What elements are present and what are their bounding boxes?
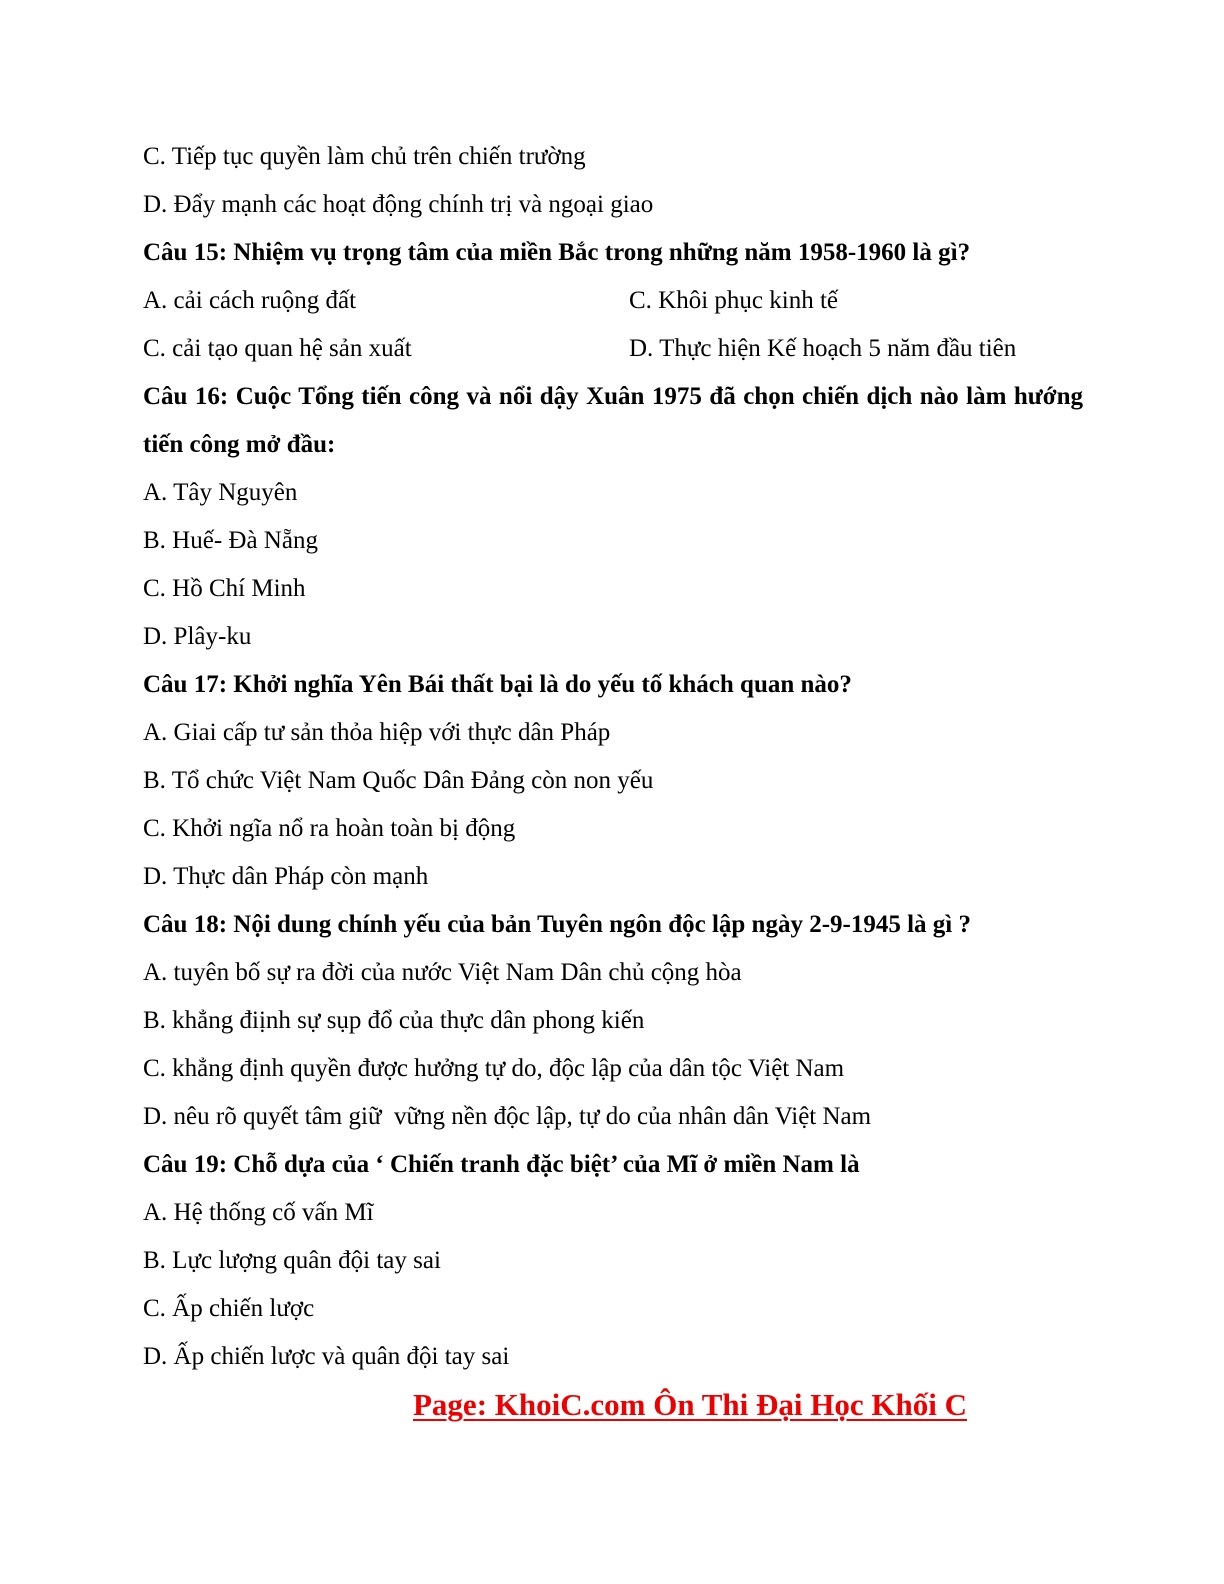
option-d: D. Thực dân Pháp còn mạnh (143, 863, 429, 890)
option-d: D. Thực hiện Kế hoạch 5 năm đầu tiên (629, 335, 1017, 362)
option-a: A. Tây Nguyên (143, 479, 298, 506)
question-16-title: Câu 16: Cuộc Tổng tiến công và nổi dậy Xuân 1975 đã chọn chiến dịch nào làm hướng tiến công mở đầu: (143, 383, 1083, 458)
option-c: C. Hồ Chí Minh (143, 575, 306, 602)
question-19-title: Câu 19: Chỗ dựa của ‘ Chiến tranh đặc biệt’ của Mĩ ở miền Nam là (143, 1151, 860, 1178)
option-d: D. Plây-ku (143, 623, 252, 650)
option-b: B. Tổ chức Việt Nam Quốc Dân Đảng còn non yếu (143, 767, 654, 794)
option-c: C. Ấp chiến lược (143, 1295, 315, 1322)
footer-link[interactable]: Page: KhoiC.com Ôn Thi Đại Học Khối C (413, 1387, 968, 1422)
document-page (143, 133, 1083, 1381)
question-17-title: Câu 17: Khởi nghĩa Yên Bái thất bại là do yếu tố khách quan nào? (143, 671, 852, 698)
option-c: C. khẳng định quyền được hưởng tự do, độc lập của dân tộc Việt Nam (143, 1055, 845, 1082)
option-a: A. Giai cấp tư sản thỏa hiệp với thực dân Pháp (143, 719, 611, 746)
question-15-options-row-1 (143, 277, 1083, 325)
option-d: D. Đẩy mạnh các hoạt động chính trị và ngoại giao (143, 191, 654, 218)
question-18-title: Câu 18: Nội dung chính yếu của bản Tuyên ngôn độc lập ngày 2-9-1945 là gì ? (143, 911, 971, 938)
question-15-options-row-2 (143, 325, 1083, 373)
option-c: C. Tiếp tục quyền làm chủ trên chiến trường (143, 143, 586, 170)
option-a: A. cải cách ruộng đất (143, 287, 357, 314)
option-d: D. nêu rõ quyết tâm giữ vững nền độc lập, tự do của nhân dân Việt Nam (143, 1103, 872, 1130)
option-b: B. khẳng điịnh sự sụp đổ của thực dân phong kiến (143, 1007, 645, 1034)
option-a: A. Hệ thống cố vấn Mĩ (143, 1199, 374, 1226)
option-b: B. Huế- Đà Nẵng (143, 527, 318, 554)
option-c: C. cải tạo quan hệ sản xuất (143, 335, 412, 362)
option-c: C. Khởi ngĩa nổ ra hoàn toàn bị động (143, 815, 516, 842)
question-15-title: Câu 15: Nhiệm vụ trọng tâm của miền Bắc trong những năm 1958-1960 là gì? (143, 239, 971, 266)
option-a: A. tuyên bố sự ra đời của nước Việt Nam Dân chủ cộng hòa (143, 959, 742, 986)
option-b: B. Lực lượng quân đội tay sai (143, 1247, 441, 1274)
option-d: D. Ấp chiến lược và quân đội tay sai (143, 1343, 510, 1370)
option-c: C. Khôi phục kinh tế (629, 287, 839, 314)
